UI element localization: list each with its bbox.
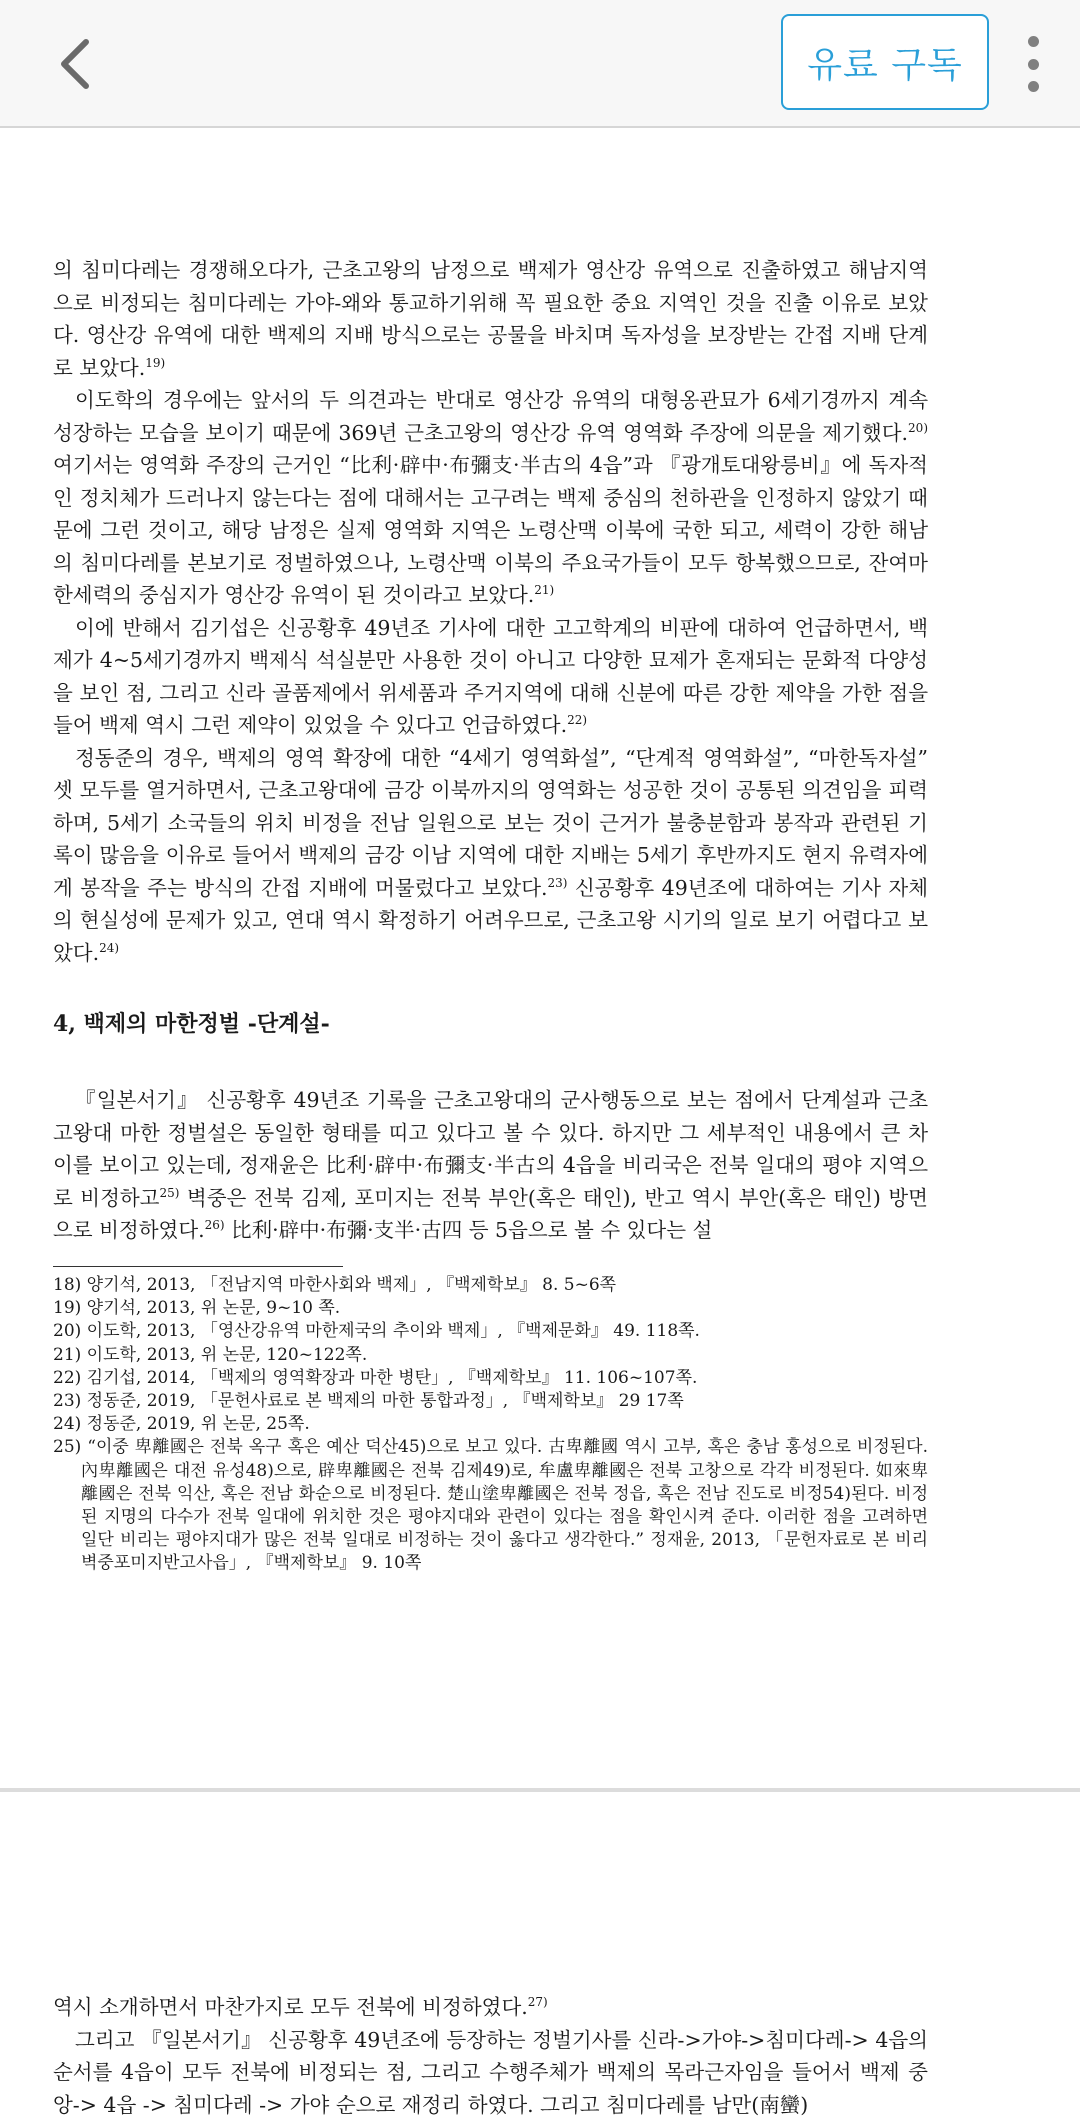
footnote-ref-25[interactable]: 25) — [159, 1185, 180, 1200]
paid-subscription-button[interactable]: 유료 구독 — [781, 14, 989, 110]
footnote-ref-22[interactable]: 22) — [567, 713, 588, 728]
paragraph-6: 역시 소개하면서 마찬가지로 모두 전북에 비정하였다.$^{27)}$ — [53, 1995, 548, 2019]
page2-body — [53, 1991, 928, 2121]
section-heading: 4, 백제의 마한정벌 -단계설- — [53, 1011, 330, 1037]
more-options-button[interactable] — [1018, 36, 1048, 92]
chevron-left-icon — [56, 38, 96, 90]
back-button[interactable] — [46, 34, 106, 94]
paragraph-3: 이에 반해서 김기섭은 신공황후 49년조 기사에 대한 고고학계의 비판에 대하여 언급하면서, 백제가 4~5세기경까지 백제식 석실분만 사용한 것이 아니고 다양한 묘제가 혼재되는 문화적 다양성을 보인 점, 그리고 신라 골품제에서 위세품과 주거지역에 대해 신분에 따른 강한 제약을 가한 점을 들어 백제 역시 그런 제약이 있었을 수 있다고 언급하였다.$^{22)}$ — [53, 615, 928, 737]
footnote-19: 19) 양기석, 2013, 위 논문, 9~10 쪽. — [53, 1298, 341, 1319]
footnote-18: 18) 양기석, 2013, 「전남지역 마한사회와 백제」, 『백제학보』 8. 5~6쪽 — [53, 1275, 617, 1295]
footnote-ref-20[interactable]: 20) — [908, 420, 928, 435]
document-page-2 — [0, 1795, 1080, 2125]
footnote-ref-26[interactable]: 26) — [204, 1218, 225, 1233]
document-page-1 — [0, 128, 1080, 1792]
app-toolbar — [0, 0, 1080, 128]
paragraph-5: 『일본서기』 신공황후 49년조 기록을 근초고왕대의 군사행동으로 보는 점에서 단계설과 근초고왕대 마한 정벌설은 동일한 형태를 띠고 있다고 볼 수 있다. 하지만 그 세부적인 내용에서 큰 차이를 보이고 있는데, 정재윤은 比利·辟中·布彌支·半古의 4읍을 비리국은 전북 일대의 평야 지역으로 비정하고$^{25)}$ 벽중은 전북 김제, 포미지는 전북 부안(혹은 태인), 반고 역시 부안(혹은 태인) 방면으로 비정하였다.$^{26)}$ 比利·辟中·布彌·支半·古四 등 5읍으로 볼 수 있다는 설 — [53, 1088, 928, 1242]
paragraph-7: 그리고 『일본서기』 신공황후 49년조에 등장하는 정벌기사를 신라->가야->침미다레-> 4읍의 순서를 4읍이 모두 전북에 비정되는 점, 그리고 수행주체가 백제의 목라근자임을 들어서 백제 중앙-> 4읍 -> 침미다레 -> 가야 순으로 재정리 하였다. 그리고 침미다레를 남만(南蠻) — [53, 2027, 928, 2117]
vertical-dots-icon — [1028, 36, 1039, 47]
footnotes — [53, 1274, 928, 1576]
paragraph-4: 정동준의 경우, 백제의 영역 확장에 대한 “4세기 영역화설”, “단계적 영역화설”, “마한독자설” 셋 모두를 열거하면서, 근초고왕대에 금강 이북까지의 영역화는 성공한 것이 공통된 의견임을 피력하며, 5세기 소국들의 위치 비정을 전남 일원으로 보는 것이 근거가 불충분함과 봉작과 관련된 기록이 많음을 이유로 들어서 백제의 금강 이남 지역에 대한 지배는 5세기 후반까지도 현지 유력자에게 봉작을 주는 방식의 간접 지배에 머물렀다고 보았다.$^{23)}$ 신공황후 49년조에 대하여는 기사 자체의 현실성에 문제가 있고, 연대 역시 확정하기 어려우므로, 근초고왕 시기의 일로 보기 어렵다고 보았다.$^{24)}$ — [53, 745, 929, 965]
footnote-25: 25) “이중 卑離國은 전북 옥구 혹은 예산 덕산45)으로 보고 있다. 古卑離國 역시 고부, 혹은 충남 홍성으로 비정된다. 內卑離國은 대전 유성48)으로, 辟卑離國은 전북 김제49)로, 牟盧卑離國은 전북 고창으로 각각 비정된다. 如來卑離國은 전북 익산, 혹은 전남 화순으로 비정된다. 楚山塗卑離國은 전북 정읍, 혹은 전남 진도로 비정54)된다. 비정된 지명의 다수가 전북 일대에 위치한 것은 평야지대와 관련이 있다는 점을 확인시켜 준다. 이러한 점을 고려하면 일단 비리는 평야지대가 많은 전북 일대로 비정하는 것이 옳다고 생각한다.” 정재윤, 2013, 「문헌자료로 본 비리벽중포미지반고사읍」, 『백제학보』 9. 10쪽 — [53, 1437, 928, 1574]
footnote-24: 24) 정동준, 2019, 위 논문, 25쪽. — [53, 1414, 310, 1435]
footnote-21: 21) 이도학, 2013, 위 논문, 120~122쪽. — [53, 1344, 368, 1365]
footnote-ref-27[interactable]: 27) — [527, 1995, 548, 2010]
paragraph-1: 의 침미다레는 경쟁해오다가, 근초고왕의 남정으로 백제가 영산강 유역으로 진출하였고 해남지역으로 비정되는 침미다레는 가야-왜와 통교하기위해 꼭 필요한 중요 지역인 것을 진출 이유로 보았다. 영산강 유역에 대한 백제의 지배 방식으로는 공물을 바치며 독자성을 보장받는 간접 지배 단계로 보았다.$^{19)}$ — [53, 258, 928, 380]
footnote-ref-19[interactable]: 19) — [145, 355, 166, 370]
footnote-20: 20) 이도학, 2013, 「영산강유역 마한제국의 추이와 백제」, 『백제문화』 49. 118쪽. — [53, 1321, 700, 1342]
footnote-22: 22) 김기섭, 2014, 「백제의 영역확장과 마한 병탄」, 『백제학보』 11. 106~107쪽. — [53, 1367, 698, 1388]
paragraph-2: 이도학의 경우에는 앞서의 두 의견과는 반대로 영산강 유역의 대형옹관묘가 6세기경까지 계속 성장하는 모습을 보이기 때문에 369년 근초고왕의 영산강 유역 영역화 주장에 의문을 제기했다.$^{20)}$ 여기서는 영역화 주장의 근거인 “比利·辟中·布彌支·半古의 4읍”과 『광개토대왕릉비』에 독자적인 정치체가 드러나지 않는다는 점에 대해서는 고구려는 백제 중심의 천하관을 인정하지 않았기 때문에 그런 것이고, 해당 남정은 실제 영역화 지역은 노령산맥 이북에 국한 되고, 세력이 강한 해남의 침미다레를 본보기로 정벌하였으나, 노령산맥 이북의 주요국가들이 모두 항복했으므로, 잔여마한세력의 중심지가 영산강 유역이 된 것이라고 보았다.$^{21)}$ — [53, 388, 928, 607]
footnote-ref-21[interactable]: 21) — [534, 583, 555, 598]
footnote-divider — [53, 1266, 343, 1267]
footnote-ref-23[interactable]: 23) — [547, 875, 568, 890]
footnote-23: 23) 정동준, 2019, 「문헌사료로 본 백제의 마한 통합과정」, 『백제학보』 29 17쪽 — [53, 1391, 684, 1412]
page1-body — [53, 254, 928, 969]
footnote-ref-24[interactable]: 24) — [99, 940, 120, 955]
page1-body-2 — [53, 1084, 928, 1247]
